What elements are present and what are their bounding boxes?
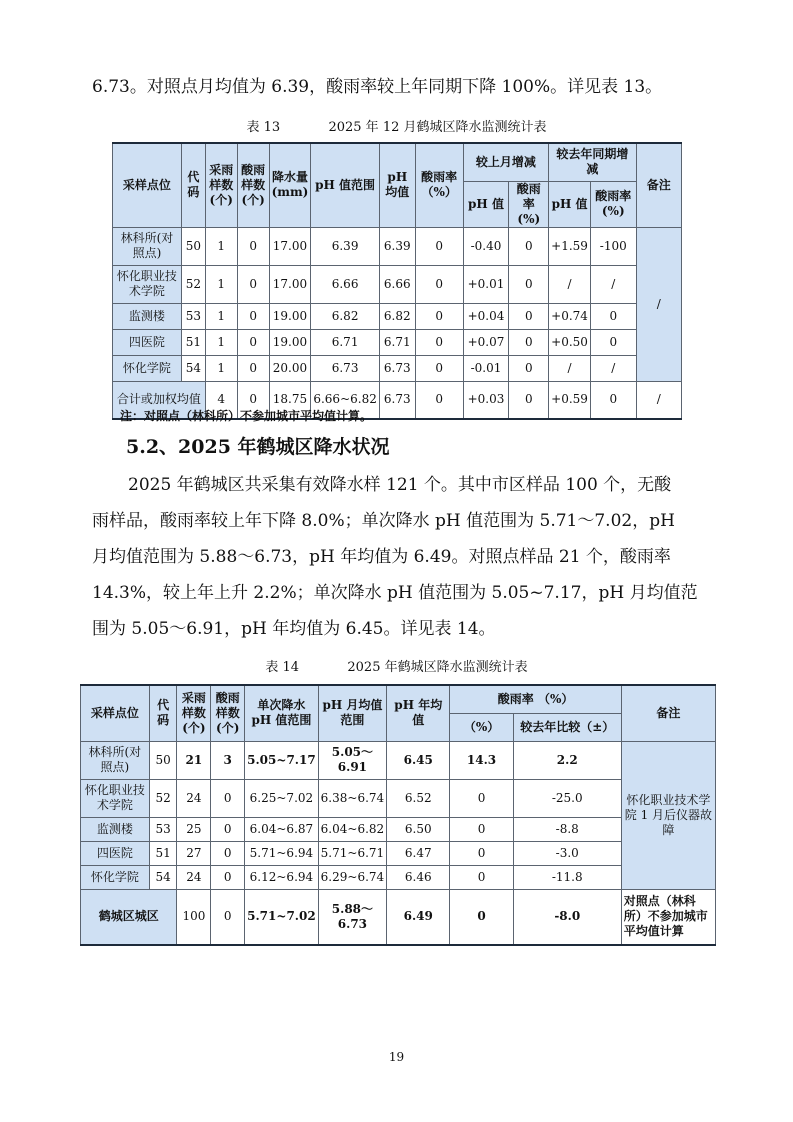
table14-header-single-range: 单次降水 pH 值范围: [245, 685, 319, 741]
table13-cell-year-rate: -100: [590, 227, 636, 265]
table13-cell-year-ph: +0.74: [549, 303, 591, 329]
table14-caption-title: 2025 年鹤城区降水监测统计表: [347, 660, 528, 675]
table13-header-remark: 备注: [636, 143, 681, 227]
table14-cell-acid: 0: [211, 817, 245, 841]
table14-cell-remark-total: 对照点（林科所）不参加城市平均值计算: [621, 889, 715, 945]
table13-cell-year-ph: +1.59: [549, 227, 591, 265]
table14-cell-remark: 怀化职业技术学院 1 月后仪器故障: [621, 741, 715, 889]
table13-cell-precip: 18.75: [269, 381, 311, 419]
table14-cell-cmp: -8.0: [513, 889, 621, 945]
table13-cell-month-rate: 0: [509, 227, 549, 265]
table13-cell-code: 52: [181, 265, 205, 303]
table14-cell-annual: 6.52: [387, 779, 450, 817]
table13-cell-range: 6.82: [311, 303, 380, 329]
table14-cell-rate: 0: [450, 779, 513, 817]
paragraph-line: 2025 年鹤城区共采集有效降水样 121 个。其中市区样品 100 个，无酸: [128, 475, 672, 495]
table14-cell-rate: 14.3: [450, 741, 513, 779]
table14-cell-site: 林科所(对照点): [81, 741, 150, 779]
paragraph-line: 围为 5.05～6.91，pH 年均值为 6.45。详见表 14。: [92, 619, 496, 639]
table13-cell-month-rate: 0: [509, 303, 549, 329]
table13-cell-year-ph: +0.50: [549, 329, 591, 355]
table13-cell-site: 怀化职业技术学院: [113, 265, 182, 303]
table13-cell-year-rate: /: [590, 355, 636, 381]
table13-cell-range: 6.71: [311, 329, 380, 355]
table14-cell-single: 5.71~6.94: [245, 841, 319, 865]
table-row: [113, 329, 682, 355]
table13-caption: [0, 116, 793, 135]
table13-cell-site: 怀化学院: [113, 355, 182, 381]
table-row: [113, 303, 682, 329]
table13-cell-acid: 0: [237, 303, 269, 329]
table14-cell-site: 怀化职业技术学院: [81, 779, 150, 817]
table13-cell-rain: 1: [205, 329, 237, 355]
table13-cell-site: 四医院: [113, 329, 182, 355]
table14-cell-rain: 24: [177, 865, 211, 889]
paragraph-line: 雨样品，酸雨率较上年下降 8.0%；单次降水 pH 值范围为 5.71～7.02，pH: [92, 511, 675, 531]
table13-cell-site: 林科所(对照点): [113, 227, 182, 265]
table14: [80, 684, 716, 946]
table13-cell-year-rate: /: [590, 265, 636, 303]
table14-cell-monthly: 5.88～6.73: [318, 889, 387, 945]
table14-header-row1: [81, 685, 716, 713]
table13-cell-month-rate: 0: [509, 381, 549, 419]
table13-cell-mean: 6.66: [379, 265, 415, 303]
table13-header-ph-mean: pH 均值: [379, 143, 415, 227]
table13-cell-month-rate: 0: [509, 329, 549, 355]
table14-header-rain: 采雨样数(个): [177, 685, 211, 741]
table13-cell-site: 合计或加权均值: [113, 381, 206, 419]
table13-cell-code: 53: [181, 303, 205, 329]
table13-cell-rain: 1: [205, 303, 237, 329]
table14-cell-rain: 21: [177, 741, 211, 779]
table14-header-rate-pct: （%）: [450, 713, 513, 741]
table14-cell-single: 6.04~6.87: [245, 817, 319, 841]
table14-cell-annual: 6.49: [387, 889, 450, 945]
table13-cell-precip: 20.00: [269, 355, 311, 381]
table13-caption-no: 表 13: [246, 120, 281, 135]
table13-cell-range: 6.66~6.82: [311, 381, 380, 419]
table13-cell-rate: 0: [415, 329, 463, 355]
table13-cell-mean: 6.39: [379, 227, 415, 265]
table13-header-vs-year: 较去年同期增减: [549, 143, 636, 181]
table14-cell-annual: 6.50: [387, 817, 450, 841]
table14-cell-rain: 100: [177, 889, 211, 945]
table13-cell-site: 监测楼: [113, 303, 182, 329]
table13-cell-code: 51: [181, 329, 205, 355]
table14-cell-single: 5.71~7.02: [245, 889, 319, 945]
table14-cell-acid: 0: [211, 841, 245, 865]
table13-cell-remark: /: [636, 227, 681, 381]
table14-caption-no: 表 14: [265, 660, 300, 675]
table14-cell-acid: 0: [211, 865, 245, 889]
table13-header-ph-range: pH 值范围: [311, 143, 380, 227]
table-row: [81, 865, 716, 889]
table14-cell-site: 四医院: [81, 841, 150, 865]
table13-header-site: 采样点位: [113, 143, 182, 227]
table-row: [81, 841, 716, 865]
table14-caption: [0, 656, 793, 675]
table13-cell-rain: 4: [205, 381, 237, 419]
table14-cell-site: 鹤城区城区: [81, 889, 177, 945]
table14-cell-rain: 25: [177, 817, 211, 841]
table13-header-year-ph: pH 值: [549, 181, 591, 227]
table14-cell-rain: 24: [177, 779, 211, 817]
table13-cell-month-ph: -0.01: [463, 355, 509, 381]
table13-header-vs-month: 较上月增减: [463, 143, 549, 181]
table-row: [81, 741, 716, 779]
table-row: [113, 355, 682, 381]
table13-cell-mean: 6.71: [379, 329, 415, 355]
table14-cell-code: 51: [149, 841, 177, 865]
table14-header-rate-cmp: 较去年比较（±）: [513, 713, 621, 741]
table13-cell-year-ph: +0.59: [549, 381, 591, 419]
table14-cell-single: 5.05~7.17: [245, 741, 319, 779]
table14-cell-code: 53: [149, 817, 177, 841]
table13-cell-range: 6.66: [311, 265, 380, 303]
table14-cell-cmp: -8.8: [513, 817, 621, 841]
table13-cell-acid: 0: [237, 227, 269, 265]
table13-cell-year-rate: 0: [590, 329, 636, 355]
table14-cell-rate: 0: [450, 817, 513, 841]
table13-cell-acid: 0: [237, 355, 269, 381]
table14-cell-rate: 0: [450, 889, 513, 945]
table14-cell-cmp: -3.0: [513, 841, 621, 865]
table14-cell-site: 监测楼: [81, 817, 150, 841]
table14-header-remark: 备注: [621, 685, 715, 741]
table13-cell-mean: 6.73: [379, 381, 415, 419]
table13-cell-year-ph: /: [549, 355, 591, 381]
table14-cell-single: 6.12~6.94: [245, 865, 319, 889]
table13-cell-rate: 0: [415, 265, 463, 303]
table14-cell-annual: 6.46: [387, 865, 450, 889]
table14-cell-site: 怀化学院: [81, 865, 150, 889]
table13-cell-acid: 0: [237, 381, 269, 419]
table13-cell-mean: 6.73: [379, 355, 415, 381]
table-row: [113, 265, 682, 303]
table-row: [113, 227, 682, 265]
table13-header-month-rate: 酸雨率(%): [509, 181, 549, 227]
table14-cell-acid: 3: [211, 741, 245, 779]
table14-cell-cmp: -25.0: [513, 779, 621, 817]
table14-cell-monthly: 6.04~6.82: [318, 817, 387, 841]
table13-cell-year-ph: /: [549, 265, 591, 303]
table14-cell-annual: 6.47: [387, 841, 450, 865]
table13-cell-rate: 0: [415, 381, 463, 419]
table13-header-row1: [113, 143, 682, 181]
table14-cell-monthly: 6.38~6.74: [318, 779, 387, 817]
table-row: [81, 779, 716, 817]
table13-cell-rain: 1: [205, 265, 237, 303]
table14-cell-acid: 0: [211, 779, 245, 817]
table14-header-annual: pH 年均值: [387, 685, 450, 741]
table13-cell-rate: 0: [415, 355, 463, 381]
table13-cell-rate: 0: [415, 303, 463, 329]
table13-cell-precip: 17.00: [269, 265, 311, 303]
table14-cell-monthly: 5.71~6.71: [318, 841, 387, 865]
table14-cell-rate: 0: [450, 841, 513, 865]
table13-header-year-rate: 酸雨率(%): [590, 181, 636, 227]
table13-cell-month-ph: +0.07: [463, 329, 509, 355]
table13-cell-acid: 0: [237, 329, 269, 355]
table13-cell-remark-total: /: [636, 381, 681, 419]
table14-cell-cmp: 2.2: [513, 741, 621, 779]
table13-cell-range: 6.73: [311, 355, 380, 381]
table13-header-acid-rate: 酸雨率（%）: [415, 143, 463, 227]
table13-caption-title: 2025 年 12 月鹤城区降水监测统计表: [328, 120, 547, 135]
page-number: 19: [388, 1050, 405, 1064]
table13-cell-year-rate: 0: [590, 303, 636, 329]
table14-cell-acid: 0: [211, 889, 245, 945]
table14-cell-rain: 27: [177, 841, 211, 865]
table14-header-site: 采样点位: [81, 685, 150, 741]
table13-cell-rain: 1: [205, 227, 237, 265]
table14-cell-monthly: 5.05～6.91: [318, 741, 387, 779]
table13: [112, 142, 682, 420]
table13-note: 注：对照点（林科所）不参加城市平均值计算。: [120, 409, 373, 423]
table14-cell-code: 54: [149, 865, 177, 889]
table13-cell-acid: 0: [237, 265, 269, 303]
table13-cell-month-ph: +0.03: [463, 381, 509, 419]
paragraph-line: 14.3%，较上年上升 2.2%；单次降水 pH 值范围为 5.05~7.17，pH 月均值范: [92, 583, 698, 603]
table13-cell-mean: 6.82: [379, 303, 415, 329]
table13-cell-month-rate: 0: [509, 355, 549, 381]
table-row: [81, 817, 716, 841]
table13-cell-range: 6.39: [311, 227, 380, 265]
table14-header-acid-rate: 酸雨率 （%）: [450, 685, 621, 713]
table13-cell-month-ph: +0.04: [463, 303, 509, 329]
paragraph-line: 月均值范围为 5.88～6.73，pH 年均值为 6.49。对照点样品 21 个，酸雨率: [92, 547, 671, 567]
table14-cell-code: 50: [149, 741, 177, 779]
table13-header-acid: 酸雨样数(个): [237, 143, 269, 227]
table13-cell-code: 54: [181, 355, 205, 381]
table13-cell-month-rate: 0: [509, 265, 549, 303]
table13-cell-code: 50: [181, 227, 205, 265]
table13-cell-month-ph: -0.40: [463, 227, 509, 265]
table13-cell-rain: 1: [205, 355, 237, 381]
table13-header-rain: 采雨样数(个): [205, 143, 237, 227]
table14-cell-single: 6.25~7.02: [245, 779, 319, 817]
table14-cell-monthly: 6.29~6.74: [318, 865, 387, 889]
table14-cell-cmp: -11.8: [513, 865, 621, 889]
table14-cell-annual: 6.45: [387, 741, 450, 779]
table13-cell-rate: 0: [415, 227, 463, 265]
table13-cell-month-ph: +0.01: [463, 265, 509, 303]
table13-header-code: 代码: [181, 143, 205, 227]
table14-header-acid: 酸雨样数(个): [211, 685, 245, 741]
table13-cell-precip: 19.00: [269, 303, 311, 329]
table13-cell-year-rate: 0: [590, 381, 636, 419]
table13-header-month-ph: pH 值: [463, 181, 509, 227]
table14-total-row: [81, 889, 716, 945]
table14-cell-code: 52: [149, 779, 177, 817]
table14-header-code: 代码: [149, 685, 177, 741]
table14-cell-rate: 0: [450, 865, 513, 889]
table13-header-precip: 降水量(mm): [269, 143, 311, 227]
intro-line: 6.73。对照点月均值为 6.39，酸雨率较上年同期下降 100%。详见表 13。: [92, 77, 663, 97]
table13-cell-precip: 17.00: [269, 227, 311, 265]
section-heading: 5.2、2025 年鹤城区降水状况: [126, 436, 390, 458]
table13-cell-precip: 19.00: [269, 329, 311, 355]
table14-header-monthly-range: pH 月均值范围: [318, 685, 387, 741]
